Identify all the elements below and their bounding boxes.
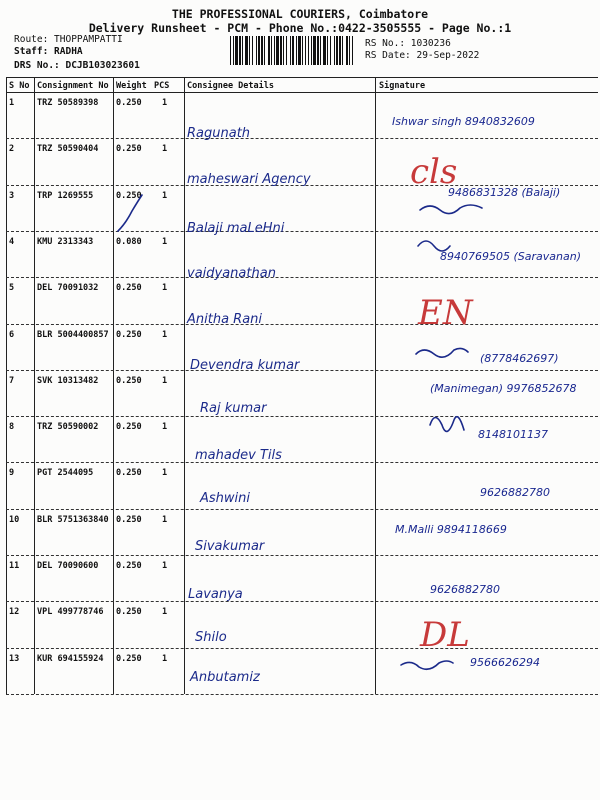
row-pieces: 1 <box>162 561 168 571</box>
consignee-name-handwritten: Lavanya <box>188 587 243 602</box>
row-serial-number: 2 <box>9 144 15 155</box>
row-serial-number: 3 <box>9 190 15 201</box>
row-pieces: 1 <box>162 236 168 247</box>
stamp-mark: cls <box>410 152 458 192</box>
row-weight: 0.250 <box>116 375 142 386</box>
row-consignment-number: DEL 70091032 <box>37 283 99 294</box>
consignee-name-handwritten: Ashwini <box>200 491 251 506</box>
row-serial-number: 6 <box>9 329 15 340</box>
column-header-signature: Signature <box>379 81 426 91</box>
signature-handwritten: M.Malli 9894118669 <box>395 523 507 536</box>
row-weight: 0.250 <box>116 653 142 664</box>
row-weight: 0.250 <box>116 144 142 155</box>
row-consignment-number: TRZ 50590002 <box>37 422 99 433</box>
row-pieces: 1 <box>162 283 168 294</box>
column-header-consignment: Consignment No <box>37 81 109 91</box>
row-weight: 0.250 <box>116 514 142 525</box>
row-weight: 0.250 <box>116 283 142 294</box>
consignee-name-handwritten: Anbutamiz <box>190 670 260 685</box>
signature-handwritten: 9626882780 <box>430 583 500 596</box>
row-consignment-number: VPL 499778746 <box>37 607 104 618</box>
row-pieces: 1 <box>162 653 168 664</box>
column-header-pcs: PCS <box>154 81 170 91</box>
row-serial-number: 5 <box>9 283 15 294</box>
column-header-consignee: Consignee Details <box>187 81 274 91</box>
consignee-name-handwritten: Ragunath <box>187 126 251 141</box>
stamp-mark: EN <box>418 293 473 333</box>
route-label: Route: THOPPAMPATTI <box>14 34 123 45</box>
signature-handwritten: 8148101137 <box>478 428 548 441</box>
consignee-name-handwritten: Anitha Rani <box>187 312 263 327</box>
column-header-sno: S No <box>9 81 30 91</box>
row-consignment-number: TRZ 50590404 <box>37 144 99 155</box>
row-weight: 0.250 <box>116 329 142 340</box>
runsheet-subtitle: Delivery Runsheet - PCM - Phone No.:0422-3505555 - Page No.:1 <box>88 21 512 35</box>
row-weight: 0.250 <box>116 98 142 108</box>
row-pieces: 1 <box>162 144 168 155</box>
stamp-mark: DL <box>420 615 470 655</box>
row-consignment-number: TRZ 50589398 <box>37 98 99 108</box>
consignee-name-handwritten: Balaji maLeHni <box>187 221 285 236</box>
rs-number: RS No.: 1030236 <box>365 38 451 49</box>
row-serial-number: 13 <box>9 653 20 664</box>
row-weight: 0.250 <box>116 468 142 479</box>
signature-handwritten: Ishwar singh 8940832609 <box>392 115 535 128</box>
row-serial-number: 8 <box>9 422 15 433</box>
row-weight: 0.250 <box>116 607 142 618</box>
row-serial-number: 12 <box>9 607 20 618</box>
signature-handwritten: (8778462697) <box>480 352 559 365</box>
row-pieces: 1 <box>162 514 168 525</box>
row-weight: 0.080 <box>116 236 142 247</box>
row-consignment-number: KMU 2313343 <box>37 236 94 247</box>
drs-number: DRS No.: DCJB103023601 <box>14 60 140 71</box>
signature-handwritten: 9626882780 <box>480 486 550 499</box>
signature-handwritten: (Manimegan) 9976852678 <box>430 382 577 395</box>
row-consignment-number: KUR 694155924 <box>37 653 104 664</box>
row-weight: 0.250 <box>116 561 142 571</box>
consignee-name-handwritten: Devendra kumar <box>190 358 300 373</box>
runsheet-title: THE PROFESSIONAL COURIERS, Coimbatore <box>171 7 429 21</box>
row-consignment-number: BLR 5004400857 <box>37 329 109 340</box>
row-serial-number: 4 <box>9 236 15 247</box>
row-serial-number: 10 <box>9 514 20 525</box>
row-consignment-number: PGT 2544095 <box>37 468 94 479</box>
row-pieces: 1 <box>162 190 168 201</box>
consignee-name-handwritten: maheswari Agency <box>187 172 311 187</box>
row-pieces: 1 <box>162 98 168 108</box>
signature-handwritten: 8940769505 (Saravanan) <box>440 250 581 263</box>
row-consignment-number: BLR 5751363840 <box>37 514 109 525</box>
staff-label: Staff: RADHA <box>14 46 83 57</box>
consignee-name-handwritten: Raj kumar <box>200 401 267 416</box>
row-weight: 0.250 <box>116 422 142 433</box>
consignee-name-handwritten: vaidyanathan <box>187 266 276 281</box>
column-header-weight: Weight <box>116 81 147 91</box>
row-pieces: 1 <box>162 329 168 340</box>
row-serial-number: 1 <box>9 98 15 108</box>
row-serial-number: 7 <box>9 375 15 386</box>
row-pieces: 1 <box>162 375 168 386</box>
consignee-name-handwritten: Sivakumar <box>195 539 265 554</box>
signature-handwritten: 9486831328 (Balaji) <box>448 186 561 199</box>
row-consignment-number: SVK 10313482 <box>37 375 99 386</box>
rs-date: RS Date: 29-Sep-2022 <box>365 50 480 61</box>
row-serial-number: 9 <box>9 468 15 479</box>
consignee-name-handwritten: Shilo <box>195 630 227 645</box>
signature-handwritten: 9566626294 <box>470 656 540 669</box>
consignee-name-handwritten: mahadev Tils <box>195 448 282 463</box>
row-pieces: 1 <box>162 468 168 479</box>
row-consignment-number: DEL 70090600 <box>37 561 99 571</box>
row-pieces: 1 <box>162 607 168 618</box>
row-serial-number: 11 <box>9 561 20 571</box>
row-consignment-number: TRP 1269555 <box>37 190 94 201</box>
row-pieces: 1 <box>162 422 168 433</box>
row-weight: 0.250 <box>116 190 142 201</box>
